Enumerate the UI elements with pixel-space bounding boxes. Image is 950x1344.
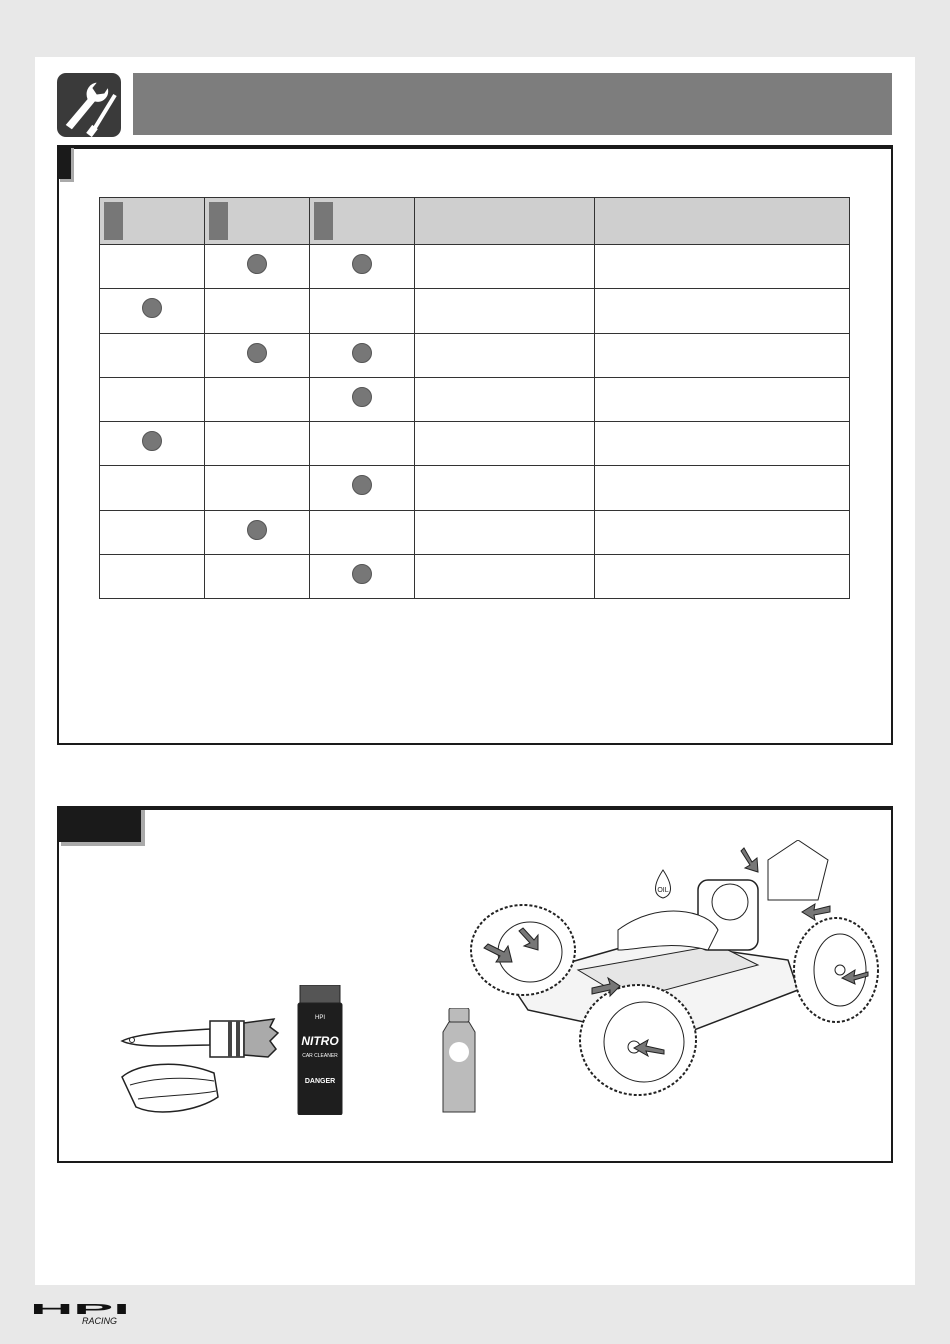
table-cell <box>595 333 850 377</box>
table-cell <box>415 466 595 510</box>
table-row <box>100 289 850 333</box>
table-cell <box>205 510 310 554</box>
table-cell <box>310 333 415 377</box>
table-cell <box>100 333 205 377</box>
table-cell <box>310 289 415 333</box>
spray-can-brand: HPI <box>314 1015 326 1021</box>
table-cell <box>205 422 310 466</box>
table-cell <box>310 510 415 554</box>
wrench-screwdriver-icon <box>57 73 121 137</box>
table-cell <box>205 333 310 377</box>
table-cell <box>595 510 850 554</box>
table-cell <box>415 510 595 554</box>
table-header-row <box>100 198 850 245</box>
interval-mark-icon <box>142 298 162 318</box>
logo-tagline: RACING <box>82 1316 118 1326</box>
table-cell <box>595 554 850 598</box>
table-cell <box>310 377 415 421</box>
brush-icon <box>118 1015 283 1120</box>
table-header-cell <box>415 198 595 245</box>
table-cell <box>205 245 310 289</box>
interval-mark-icon <box>247 343 267 363</box>
interval-mark-icon <box>352 564 372 584</box>
interval-mark-icon <box>142 431 162 451</box>
table-cell <box>100 466 205 510</box>
table-row <box>100 510 850 554</box>
interval-swatch <box>104 202 123 240</box>
table-cell <box>415 333 595 377</box>
section-tab <box>57 806 141 842</box>
hpi-racing-logo <box>30 1300 135 1326</box>
spray-can-icon <box>297 985 343 1115</box>
oil-label: OIL <box>657 887 669 894</box>
table-cell <box>595 377 850 421</box>
table-cell <box>310 466 415 510</box>
spray-can-label: NITRO <box>301 1034 339 1048</box>
interval-mark-icon <box>247 520 267 540</box>
interval-mark-icon <box>352 475 372 495</box>
table-cell <box>100 554 205 598</box>
interval-mark-icon <box>247 254 267 274</box>
table-cell <box>415 377 595 421</box>
table-cell <box>310 422 415 466</box>
table-cell <box>100 245 205 289</box>
interval-mark-icon <box>352 387 372 407</box>
table-cell <box>205 289 310 333</box>
table-cell <box>415 554 595 598</box>
maintenance-table <box>99 197 850 599</box>
interval-mark-icon <box>352 343 372 363</box>
table-row <box>100 245 850 289</box>
table-row <box>100 466 850 510</box>
interval-swatch <box>209 202 228 240</box>
logo-brand: HPI <box>30 1301 130 1318</box>
table-header-cell <box>310 198 415 245</box>
table-header-cell <box>205 198 310 245</box>
table-cell <box>595 422 850 466</box>
table-row <box>100 333 850 377</box>
table-cell <box>595 289 850 333</box>
interval-swatch <box>314 202 333 240</box>
table-cell <box>415 289 595 333</box>
table-cell <box>310 245 415 289</box>
table-header-cell <box>595 198 850 245</box>
section-title-bar <box>133 73 892 135</box>
table-cell <box>415 422 595 466</box>
spray-can-warning: DANGER <box>304 1078 336 1085</box>
table-row <box>100 554 850 598</box>
table-cell <box>595 245 850 289</box>
table-cell <box>100 377 205 421</box>
table-cell <box>595 466 850 510</box>
buggy-illustration <box>468 840 880 1100</box>
table-cell <box>310 554 415 598</box>
interval-mark-icon <box>352 254 372 274</box>
table-cell <box>100 289 205 333</box>
table-row <box>100 377 850 421</box>
section-marker <box>57 145 71 179</box>
spray-can-sub: CAR CLEANER <box>302 1053 338 1059</box>
table-cell <box>205 554 310 598</box>
table-cell <box>205 466 310 510</box>
table-cell <box>415 245 595 289</box>
table-cell <box>100 422 205 466</box>
table-header-cell <box>100 198 205 245</box>
table-cell <box>205 377 310 421</box>
table-row <box>100 422 850 466</box>
table-cell <box>100 510 205 554</box>
